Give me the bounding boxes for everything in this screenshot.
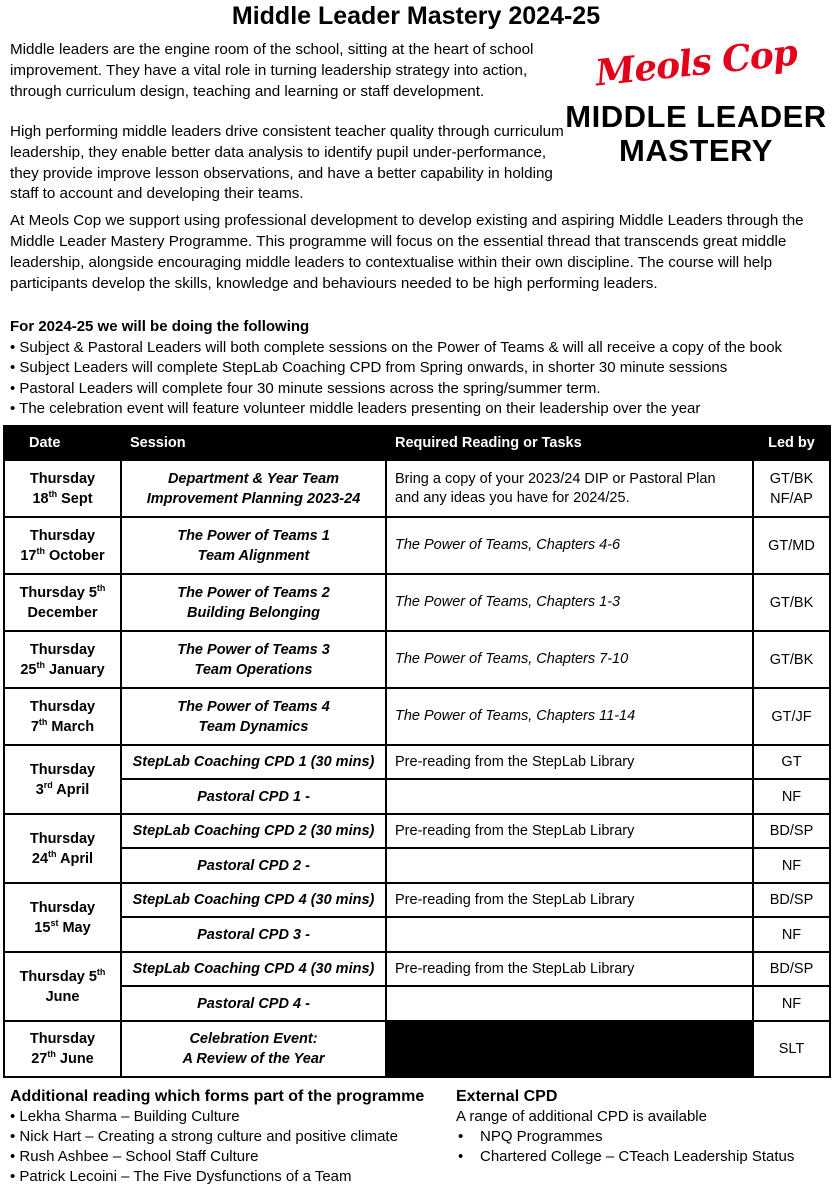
external-cpd-section	[456, 1087, 826, 1167]
row-reading: Pre-reading from the StepLab Library	[386, 745, 753, 779]
row-session: StepLab Coaching CPD 2 (30 mins)	[121, 814, 386, 848]
row-session: Pastoral CPD 2 -	[121, 848, 386, 883]
header-date: Date	[4, 426, 121, 460]
row-led-by: GT/BK	[753, 631, 830, 688]
intro-text-1: Middle leaders are the engine room of the school, sitting at the heart of school improvement. They have a vital role in turning leadership strategy into action, through curriculum design, teaching and learning or staff development.	[10, 41, 534, 100]
row-led-by: NF	[753, 917, 830, 952]
row-led-by: GT	[753, 745, 830, 779]
table-row	[4, 631, 830, 688]
schedule-table	[3, 425, 831, 1078]
logo-line-1: MIDDLE LEADER	[565, 99, 827, 134]
table-subrow	[4, 779, 830, 814]
row-led-by: BD/SP	[753, 883, 830, 917]
row-reading-empty	[386, 848, 753, 883]
table-subrow	[4, 986, 830, 1021]
row-session: The Power of Teams 2 Building Belonging	[121, 574, 386, 631]
plan-item: • Subject Leaders will complete StepLab Coaching CPD from Spring onwards, in shorter 30 minute sessions	[10, 358, 830, 379]
row-session: StepLab Coaching CPD 4 (30 mins)	[121, 883, 386, 917]
row-reading: The Power of Teams, Chapters 1-3	[386, 574, 753, 631]
row-date: Thursday 7th March	[4, 688, 121, 745]
row-reading: Pre-reading from the StepLab Library	[386, 952, 753, 986]
plan-heading: For 2024-25 we will be doing the following	[10, 318, 310, 335]
row-led-by: SLT	[753, 1021, 830, 1077]
row-reading: The Power of Teams, Chapters 4-6	[386, 517, 753, 574]
row-reading: Pre-reading from the StepLab Library	[386, 883, 753, 917]
header-session: Session	[121, 426, 386, 460]
external-cpd-heading: External CPD	[456, 1088, 558, 1105]
plan-item: • Pastoral Leaders will complete four 30 minute sessions across the spring/summer term.	[10, 379, 830, 400]
row-reading: Bring a copy of your 2023/24 DIP or Pastoral Plan and any ideas you have for 2024/25.	[386, 460, 753, 517]
row-date: Thursday 17th October	[4, 517, 121, 574]
row-date: Thursday 18th Sept	[4, 460, 121, 517]
page-title: Middle Leader Mastery 2024-25	[231, 2, 601, 30]
list-item: • NPQ Programmes	[456, 1127, 826, 1147]
table-row	[4, 574, 830, 631]
table-row	[4, 952, 830, 986]
list-item: • Chartered College – CTeach Leadership Status	[456, 1147, 826, 1167]
row-led-by: NF	[753, 779, 830, 814]
row-led-by: BD/SP	[753, 952, 830, 986]
row-reading: The Power of Teams, Chapters 7-10	[386, 631, 753, 688]
list-item: • Rush Ashbee – School Staff Culture	[10, 1147, 450, 1167]
row-led-by: GT/JF	[753, 688, 830, 745]
row-date: Thursday 27th June	[4, 1021, 121, 1077]
table-row	[4, 1021, 830, 1077]
row-reading-blank	[386, 1021, 753, 1077]
row-session: StepLab Coaching CPD 4 (30 mins)	[121, 952, 386, 986]
row-led-by: NF	[753, 986, 830, 1021]
header-led-by: Led by	[753, 426, 830, 460]
table-row	[4, 814, 830, 848]
table-row	[4, 517, 830, 574]
intro-paragraph-1	[10, 40, 565, 102]
external-cpd-intro: A range of additional CPD is available	[456, 1108, 707, 1125]
row-reading: Pre-reading from the StepLab Library	[386, 814, 753, 848]
row-led-by: GT/MD	[753, 517, 830, 574]
logo-school-name: Meols Cop	[593, 31, 799, 95]
logo-line-2: MASTERY	[619, 133, 773, 168]
row-session: Department & Year Team Improvement Planning 2023-24	[121, 460, 386, 517]
plan-list	[10, 338, 830, 420]
row-reading: The Power of Teams, Chapters 11-14	[386, 688, 753, 745]
table-row	[4, 460, 830, 517]
row-date: Thursday 3rd April	[4, 745, 121, 814]
table-subrow	[4, 917, 830, 952]
row-session: Celebration Event: A Review of the Year	[121, 1021, 386, 1077]
intro-text-3: At Meols Cop we support using professional development to develop existing and aspiring Middle Leaders through the Middle Leader Mastery Programme. This programme will focus on the essential thread that transcends great middle leadership, alongside encouraging middle leaders to contextualise within their own discipline. The course will help participants develop the skills, knowledge and behaviours needed to be high performing leaders.	[10, 212, 804, 292]
intro-paragraph-3	[10, 210, 825, 294]
table-row	[4, 883, 830, 917]
row-led-by: NF	[753, 848, 830, 883]
additional-reading-list	[10, 1107, 450, 1187]
row-session: The Power of Teams 4 Team Dynamics	[121, 688, 386, 745]
intro-paragraph-2	[10, 122, 565, 205]
intro-text-2: High performing middle leaders drive consistent teacher quality through curriculum leadership, they enable better data analysis to identify pupil under-performance, they provide improve lesson observations, and have a better capability in holding staff to account and developing their teams.	[10, 123, 564, 203]
additional-reading-section	[10, 1087, 450, 1187]
row-session: Pastoral CPD 1 -	[121, 779, 386, 814]
row-session: Pastoral CPD 4 -	[121, 986, 386, 1021]
list-item: • Patrick Lecoini – The Five Dysfunctions of a Team	[10, 1167, 450, 1187]
list-item: • Nick Hart – Creating a strong culture and positive climate	[10, 1127, 450, 1147]
row-date: Thursday 25th January	[4, 631, 121, 688]
table-subrow	[4, 848, 830, 883]
table-header-row	[4, 426, 830, 460]
row-reading-empty	[386, 779, 753, 814]
additional-reading-heading: Additional reading which forms part of the programme	[10, 1088, 425, 1105]
external-cpd-list	[456, 1127, 826, 1167]
row-date: Thursday 5th June	[4, 952, 121, 1021]
row-reading-empty	[386, 917, 753, 952]
row-session: Pastoral CPD 3 -	[121, 917, 386, 952]
row-led-by: BD/SP	[753, 814, 830, 848]
table-row	[4, 745, 830, 779]
list-item: • Lekha Sharma – Building Culture	[10, 1107, 450, 1127]
row-date: Thursday 15st May	[4, 883, 121, 952]
programme-logo	[560, 31, 832, 168]
plan-item: • Subject & Pastoral Leaders will both complete sessions on the Power of Teams & will all receive a copy of the book	[10, 338, 830, 359]
row-session: The Power of Teams 1 Team Alignment	[121, 517, 386, 574]
plan-item: • The celebration event will feature volunteer middle leaders presenting on their leadership over the year	[10, 399, 830, 420]
table-row	[4, 688, 830, 745]
row-led-by: GT/BK	[753, 574, 830, 631]
row-led-by: GT/BK NF/AP	[753, 460, 830, 517]
row-date: Thursday 5th December	[4, 574, 121, 631]
row-session: The Power of Teams 3 Team Operations	[121, 631, 386, 688]
header-reading: Required Reading or Tasks	[386, 426, 753, 460]
row-session: StepLab Coaching CPD 1 (30 mins)	[121, 745, 386, 779]
plan-section	[10, 317, 830, 420]
row-reading-empty	[386, 986, 753, 1021]
row-date: Thursday 24th April	[4, 814, 121, 883]
